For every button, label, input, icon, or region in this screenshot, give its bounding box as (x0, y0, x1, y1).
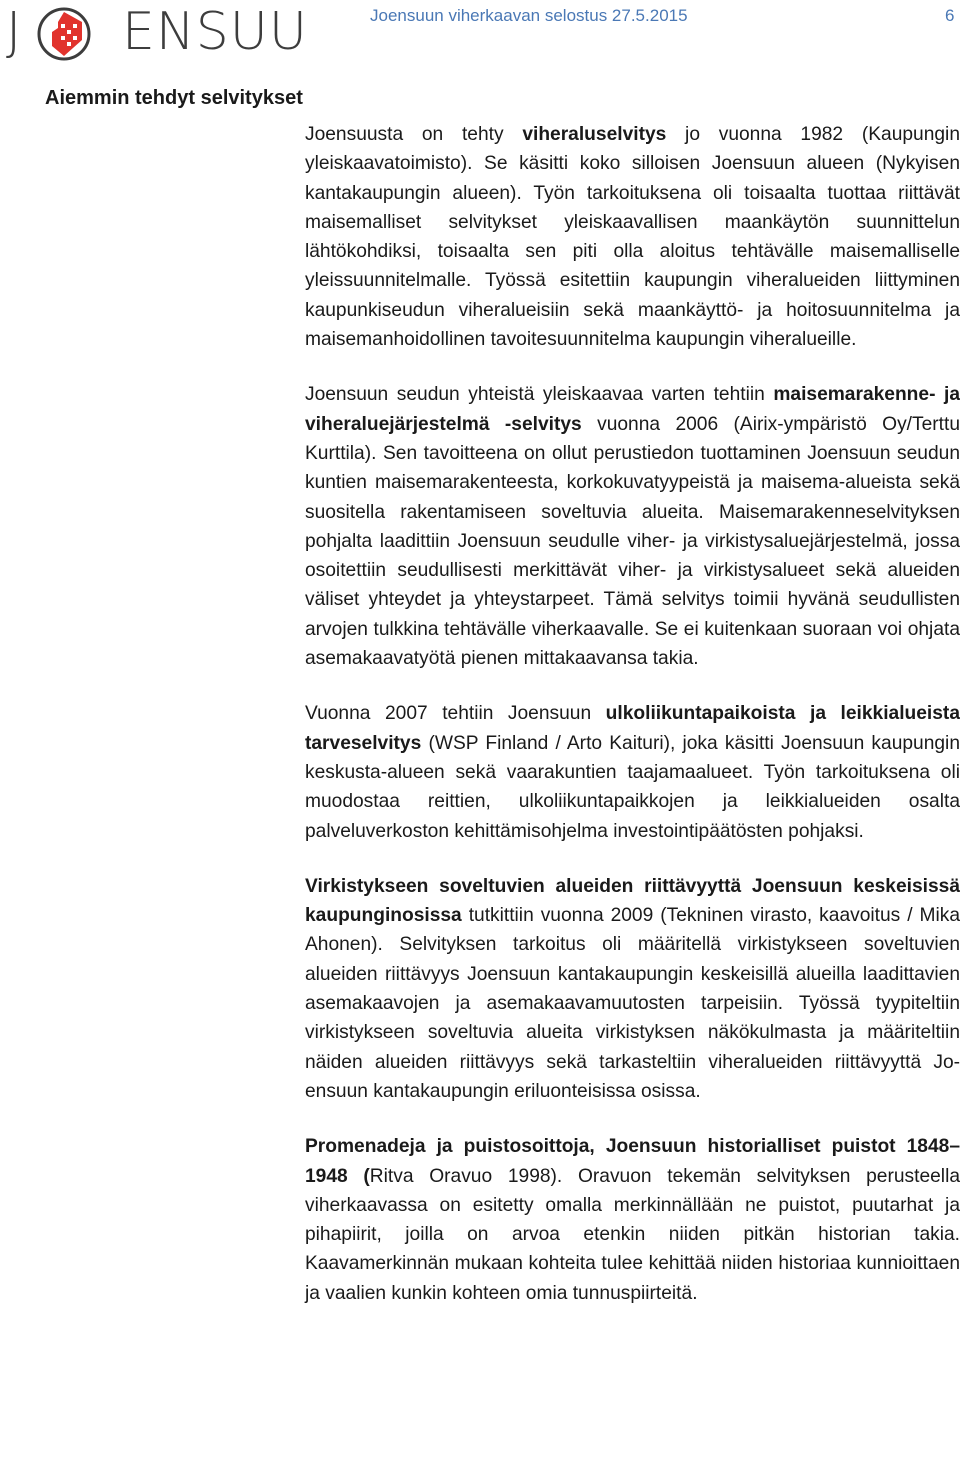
paragraph-3-post: (WSP Finland / Arto Kaituri), joka käsitti Joensuun kaupungin keskusta-alueen sekä vaarakuntien taajamaalueet. Työn tarkoituksena oli muodostaa reittien, ulkoliikuntapaikkojen ja leikkialueiden osalta palveluverkoston kehittämisohjelma investointipäätösten pohjaksi. (305, 732, 960, 842)
body-text-column (305, 120, 960, 1334)
paragraph-2 (305, 380, 960, 673)
logo-letters-ensuu: ENSUU (122, 2, 308, 62)
logo-letter-j: J (6, 2, 23, 62)
section-heading: Aiemmin tehdyt selvitykset (45, 87, 303, 109)
paragraph-3-bold: ulkoliikuntapaikoista ja leikkialueista tarveselvitys (305, 703, 960, 754)
city-emblem-icon (36, 6, 92, 62)
paragraph-4-post: tutkittiin vuonna 2009 (Tekninen virasto, kaavoitus / Mika Ahonen). Selvityksen tarkoitus oli määritellä virkistykseen soveltuvien alueiden riittävyys Joensuun kantakaupungin keskeisillä alueilla laadittavien asemakaavojen ja asemakaavamuutosten tarpeisiin. Työssä tyypiteltiin virkistykseen soveltuvia alueita virkistyksen näkökulmasta ja määriteltiin näiden alueiden riittävyys sekä tarkasteltiin viheralueiden riittävyyttä Joensuun kantakaupungin eriluonteisissa osissa. (305, 905, 960, 1102)
joensuu-logo (6, 2, 308, 62)
paragraph-2-pre: Joensuun seudun yhteistä yleiskaavaa varten tehtiin (305, 384, 774, 406)
paragraph-3 (305, 699, 960, 845)
page-number: 6 (945, 6, 955, 25)
paragraph-5-post: Ritva Oravuo 1998). Oravuon tekemän selvityksen perusteella viherkaavassa on esitetty omalla merkinnällään ne puistot, puutarhat ja pihapiirit, joilla on arvoa etenkin niiden pitkän historian takia. Kaavamerkinnän mukaan kohteita tulee kehittää niiden historiaa kunnioittaen ja vaalien kunkin kohteen omia tunnuspiirteitä. (305, 1165, 960, 1304)
paragraph-1 (305, 120, 960, 354)
paragraph-2-bold: maisemarakenne- ja viheraluejärjestelmä -selvitys (305, 384, 960, 435)
running-head: Joensuun viherkaavan selostus 27.5.2015 (370, 6, 688, 25)
paragraph-1-post: jo vuonna 1982 (Kaupungin yleiskaavatoimisto). Se käsitti koko silloisen Joensuun alueen (Nykyisen kantakaupungin alueen). Työn tarkoituksena oli toisaalta tuottaa riittävät maisemalliset selvitykset yleiskaavallisen maankäytön suunnittelun lähtökohdiksi, toisaalta sen piti olla aloitus tehtävälle maisemalliselle yleissuunnitelmalle. Työssä esitettiin kaupungin viheralueiden liittyminen kaupunkiseudun viheralueisiin sekä maankäyttö- ja hoitosuunnitelma ja maisemanhoidollinen tavoitesuunnitelma kaupungin viheralueille. (305, 124, 960, 351)
paragraph-5-bold: Promenadeja ja puistosoittoja, Joensuun historialliset puistot 1848–1948 ( (305, 1136, 960, 1187)
paragraph-3-pre: Vuonna 2007 tehtiin Joensuun (305, 703, 606, 725)
paragraph-5 (305, 1132, 960, 1308)
paragraph-1-bold: viheraluselvitys (522, 124, 667, 145)
paragraph-2-post: vuonna 2006 (Airix-ympäristö Oy/Terttu Kurttila). Sen tavoitteena on ollut perustiedon tuottaminen Joensuun seudun kuntien maisemarakenteesta, korkokuvatyypeistä ja maisema-alueista sekä suositella rakentamiseen soveltuvia alueita. Maisemarakenneselvityksen pohjalta laadittiin Joensuun seudulle viher- ja virkistysaluejärjestelmä, jossa osoitettiin seudullisesti merkittävät viher- ja virkistysalueet sekä alueiden väliset yhteydet ja yhteystarpeet. Tämä selvitys toimii hyvänä seudullisten arvojen tulkkina tehtävälle viherkaavalle. Se ei kuitenkaan suoraan voi ohjata asemakaavatyötä pienen mittakaavansa takia. (305, 413, 960, 670)
paragraph-1-pre: Joensuusta on tehty (305, 124, 523, 145)
paragraph-4 (305, 872, 960, 1106)
paragraph-4-bold: Virkistykseen soveltuvien alueiden riittävyyttä Joensuun keskeisissä kaupunginosissa (305, 875, 960, 927)
